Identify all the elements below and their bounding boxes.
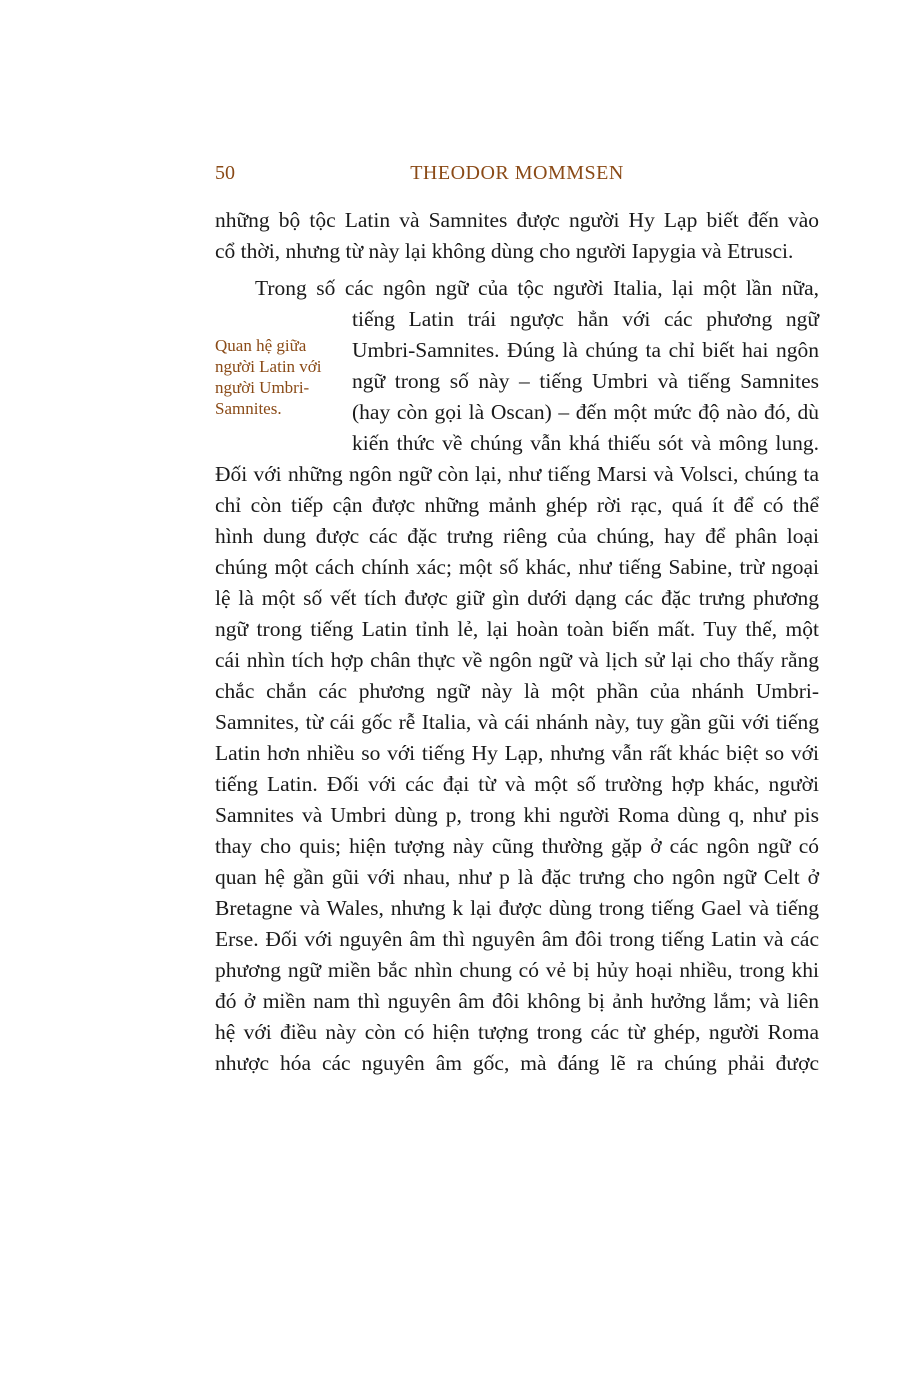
text-line: thay cho quis; hiện tượng này cũng thường gặp ở các ngôn ngữ có	[215, 834, 819, 858]
text-line: những bộ tộc Latin và Samnites được người Hy Lạp biết đến vào	[215, 208, 819, 232]
text-line: chỉ còn tiếp cận được những mảnh ghép rời rạc, quá ít để có thể	[215, 493, 819, 517]
text-line: đó ở miền nam thì nguyên âm đôi không bị ảnh hưởng lắm; và liên	[215, 989, 819, 1013]
text-line: Latin hơn nhiều so với tiếng Hy Lạp, nhưng vẫn rất khác biệt so với	[215, 741, 819, 765]
margin-note	[215, 335, 340, 419]
text-line: cái nhìn tích hợp chân thực về ngôn ngữ và lịch sử lại cho thấy rằng	[215, 648, 819, 672]
margin-note-line: người Latin với	[215, 357, 322, 376]
text-line: Đối với những ngôn ngữ còn lại, như tiếng Marsi và Volsci, chúng ta	[215, 462, 819, 486]
margin-note-line: người Umbri-	[215, 378, 310, 397]
text-line: lệ là một số vết tích được giữ gìn dưới dạng các đặc trưng phương	[215, 586, 819, 610]
text-line: Samnites và Umbri dùng p, trong khi người Roma dùng q, như pis	[215, 803, 819, 827]
margin-note-line: Quan hệ giữa	[215, 336, 307, 355]
text-line: cổ thời, nhưng từ này lại không dùng cho người Iapygia và Etrusci.	[215, 239, 794, 263]
running-head: THEODOR MOMMSEN	[410, 162, 624, 184]
text-line: ngữ trong số này – tiếng Umbri và tiếng Samnites	[352, 369, 819, 393]
text-line: phương ngữ miền bắc nhìn chung có vẻ bị hủy hoại nhiều, trong khi	[215, 958, 819, 982]
text-line: chúng một cách chính xác; một số khác, như tiếng Sabine, trừ ngoại	[215, 555, 819, 579]
text-line: ngữ trong tiếng Latin tỉnh lẻ, lại hoàn toàn biến mất. Tuy thế, một	[215, 617, 819, 641]
text-line: tiếng Latin trái ngược hẳn với các phương ngữ	[352, 307, 819, 331]
text-line: Umbri-Samnites. Đúng là chúng ta chỉ biết hai ngôn	[352, 338, 819, 362]
margin-note-line: Samnites.	[215, 399, 282, 418]
page-number: 50	[215, 162, 235, 184]
page-header	[215, 162, 819, 190]
text-line: Trong số các ngôn ngữ của tộc người Italia, lại một lần nữa,	[255, 276, 819, 300]
text-line: quan hệ gần gũi với nhau, như p là đặc trưng cho ngôn ngữ Celt ở	[215, 865, 819, 889]
text-line: nhược hóa các nguyên âm gốc, mà đáng lẽ ra chúng phải được	[215, 1051, 819, 1075]
text-line: Bretagne và Wales, nhưng k lại được dùng trong tiếng Gael và tiếng	[215, 896, 819, 920]
text-line: Samnites, từ cái gốc rễ Italia, và cái nhánh này, tuy gần gũi với tiếng	[215, 710, 819, 734]
text-line: tiếng Latin. Đối với các đại từ và một số trường hợp khác, người	[215, 772, 819, 796]
text-line: hệ với điều này còn có hiện tượng trong các từ ghép, người Roma	[215, 1020, 819, 1044]
text-line: kiến thức về chúng vẫn khá thiếu sót và mông lung.	[352, 431, 819, 455]
text-line: (hay còn gọi là Oscan) – đến một mức độ nào đó, dù	[352, 400, 819, 424]
text-line: chắc chắn các phương ngữ này là một phần của nhánh Umbri-	[215, 679, 819, 703]
text-line: hình dung được các đặc trưng riêng của chúng, hay để phân loại	[215, 524, 819, 548]
text-line: Erse. Đối với nguyên âm thì nguyên âm đôi trong tiếng Latin và các	[215, 927, 819, 951]
